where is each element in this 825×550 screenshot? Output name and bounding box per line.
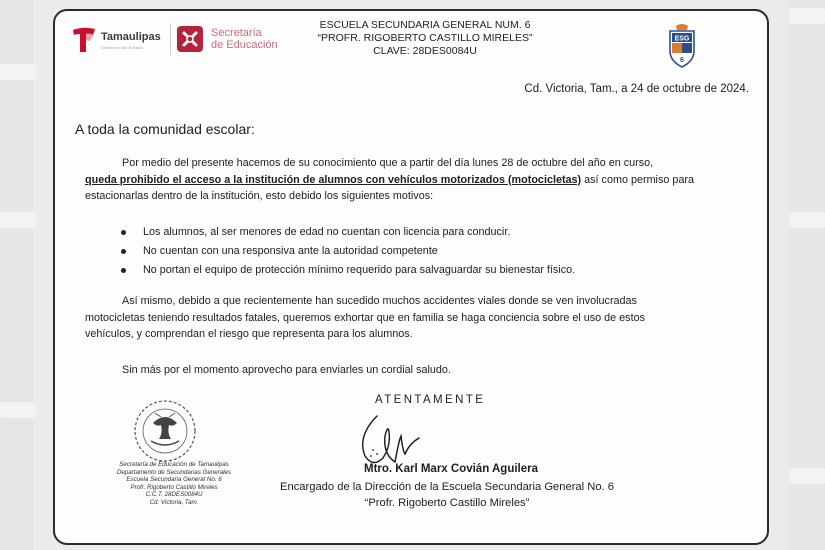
paragraph-1-line-2 [85,172,694,189]
reasons-list [121,223,575,280]
seal-line: Departamento de Secundarias Generales [116,468,232,476]
right-background-strip [789,0,825,550]
seal-line: Secretaría de Educación de Tamaulipas [119,461,229,468]
atentamente-label: ATENTAMENTE [375,394,486,406]
tamaulipas-t-icon [71,26,97,54]
tamaulipas-logo [71,26,171,54]
seal-line: Cd. Victoria, Tam. [149,498,199,506]
tamaulipas-logo-text: Tamaulipas [101,31,161,43]
seal-line: C.C.T. 28DES0084U [145,491,203,498]
logo-divider [170,23,171,55]
letter-date: Cd. Victoria, Tam., a 24 de octubre de 2024. [524,83,749,95]
paragraph-1-line-3: estacionarlas dentro de la institución, esto debido los siguientes motivos: [85,190,434,202]
seal-line: Escuela Secundaria General No. 6 [126,476,222,483]
background-bar [789,468,825,484]
school-name: ESCUELA SECUNDARIA GENERAL NUM. 6 [319,19,531,31]
seal-line: Profr. Rigoberto Castillo Mireles [130,483,218,491]
school-patron: “PROFR. RIGOBERTO CASTILLO MIRELES” [317,32,533,44]
secretaria-line-1: Secretaría [211,27,262,39]
paragraph-1-line-2-rest: así como permiso para [581,173,694,186]
list-item: No portan el equipo de protección mínimo requerido para salvaguardar su bienestar físico. [121,261,575,280]
paragraph-2-line-1: Así mismo, debido a que recientemente han sucedido muchos accidentes viales donde se ven involucradas [122,295,637,307]
letter-salutation: A toda la comunidad escolar: [75,121,255,137]
list-item: No cuentan con una responsiva ante la autoridad competente [121,242,575,261]
background-bar [0,402,36,418]
signer-name: Mtro. Karl Marx Covián Aguilera [363,463,539,475]
background-bar [0,64,36,80]
paragraph-1 [85,155,694,205]
letter-document [53,9,769,545]
paragraph-2-line-2: motocicletas teniendo resultados fatales, queremos exhortar que en familia se haga conciencia sobre el uso de estos [85,311,645,324]
paragraph-2-line-3: vehículos, y comprendan el riesgo que representa para los alumnos. [85,328,413,340]
background-bar [789,212,825,228]
paragraph-1-line-1: Por medio del presente hacemos de su conocimiento que a partir del día lunes 28 de octubre del año en curso, [122,157,654,169]
left-background-strip [0,0,34,550]
seal-text [115,461,233,506]
tamaulipas-logo-subtext: Gobierno del Estado [101,45,144,50]
background-bar [0,212,36,228]
secretaria-logo-text [211,27,278,51]
crest-number: 6 [680,57,684,64]
closing-line: Sin más por el momento aprovecho para enviarles un cordial saludo. [122,364,451,376]
signer-role: Encargado de la Dirección de la Escuela Secundaria General No. 6 [280,481,614,493]
prohibition-statement: queda prohibido el acceso a la institución de alumnos con vehículos motorizados (motocicletas) [85,173,582,186]
list-item: Los alumnos, al ser menores de edad no cuentan con licencia para conducir. [121,223,575,242]
crest-text: ESG [674,35,690,43]
paragraph-2 [85,293,645,343]
school-header [305,19,545,58]
signer-school: “Profr. Rigoberto Castillo Mireles” [364,497,530,509]
secretaria-line-2: de Educación [211,39,278,51]
school-code: CLAVE: 28DES0084U [373,45,477,57]
background-bar [789,8,825,24]
school-crest-icon [667,21,697,71]
secretaria-logo-icon [177,26,203,52]
